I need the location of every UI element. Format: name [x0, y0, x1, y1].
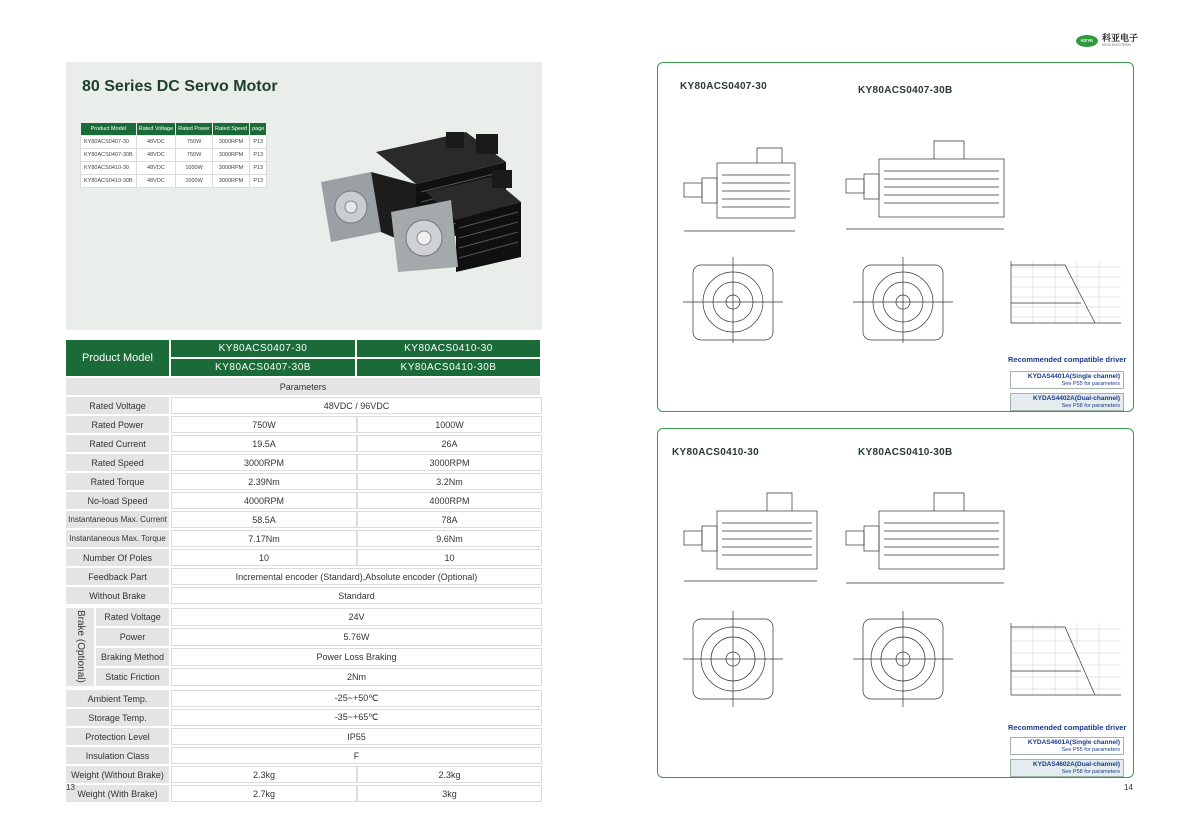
side-view-brake-drawing	[834, 473, 1014, 597]
header-cell: Rated Power	[176, 123, 213, 136]
spec-table	[66, 338, 542, 804]
row-value: -35~+65℃	[171, 709, 542, 726]
row-label: Protection Level	[66, 728, 171, 745]
table-row	[66, 492, 542, 509]
table-row	[81, 175, 267, 188]
driver-name: KYDAS4401A(Single channel)	[1027, 373, 1120, 380]
front-view-drawing	[678, 255, 788, 345]
table-row	[66, 648, 542, 666]
spec-header-row	[66, 340, 542, 357]
row-label: Insulation Class	[66, 747, 171, 764]
row-value: 4000RPM	[357, 492, 542, 509]
header-cell: Product Model	[81, 123, 137, 136]
table-header-row	[81, 123, 267, 136]
row-label: Rated Speed	[66, 454, 171, 471]
row-label: Rated Voltage	[96, 608, 171, 626]
cell: 3000RPM	[212, 175, 249, 188]
panel-title-a: KY80ACS0407-30	[680, 81, 768, 92]
row-value: 4000RPM	[171, 492, 357, 509]
row-label: Braking Method	[96, 648, 171, 666]
table-row	[66, 587, 542, 604]
row-label: Weight (With Brake)	[66, 785, 171, 802]
driver-note: See P58 for parameters	[1061, 768, 1120, 775]
table-row	[81, 136, 267, 149]
product-hero	[66, 62, 542, 330]
driver-heading: Recommended compatible driver	[1008, 723, 1127, 732]
front-view-brake-drawing	[848, 609, 958, 709]
servo-motor-image	[316, 122, 526, 272]
row-value: 2.3kg	[357, 766, 542, 783]
row-value: 10	[171, 549, 357, 566]
model-name: KY80ACS0407-30B	[171, 359, 357, 376]
row-value: F	[171, 747, 542, 764]
cell: 3000RPM	[212, 162, 249, 175]
row-value: 78A	[357, 511, 542, 528]
drawing-panel-0407	[657, 62, 1134, 412]
row-value: 2.7kg	[171, 785, 357, 802]
row-value: 3.2Nm	[357, 473, 542, 490]
row-label: Ambient Temp.	[66, 690, 171, 707]
row-value: 3000RPM	[357, 454, 542, 471]
driver-card	[1010, 371, 1124, 389]
cell: P13	[250, 162, 267, 175]
row-value: 1000W	[357, 416, 542, 433]
product-model-label: Product Model	[66, 340, 171, 376]
cell: KY80ACS0410-30	[81, 162, 137, 175]
cell: KY80ACS0407-30	[81, 136, 137, 149]
row-value: 2Nm	[171, 668, 542, 686]
cell: 1000W	[176, 162, 213, 175]
driver-heading: Recommended compatible driver	[1008, 355, 1127, 364]
cell: P13	[250, 175, 267, 188]
row-value: 750W	[171, 416, 357, 433]
row-value: -25~+50℃	[171, 690, 542, 707]
driver-note: See P55 for parameters	[1061, 380, 1120, 387]
model-summary-table	[80, 122, 267, 188]
row-label: Weight (Without Brake)	[66, 766, 171, 783]
table-row	[66, 628, 542, 646]
row-value: Incremental encoder (Standard),Absolute encoder (Optional)	[171, 568, 542, 585]
row-label: Instantaneous Max. Torque	[66, 530, 171, 547]
cell: P13	[250, 136, 267, 149]
model-name: KY80ACS0410-30	[357, 340, 542, 357]
header-cell: Rated Speed	[212, 123, 249, 136]
cell: 750W	[176, 136, 213, 149]
logo-badge: KEYA	[1076, 35, 1098, 47]
table-row	[81, 162, 267, 175]
table-row	[66, 690, 542, 707]
brake-group-label	[66, 608, 96, 686]
driver-card	[1010, 393, 1124, 411]
table-row	[66, 397, 542, 414]
table-row	[66, 416, 542, 433]
brake-group-text: Brake (Optional)	[75, 609, 86, 683]
side-view-drawing	[672, 473, 832, 593]
row-label: Storage Temp.	[66, 709, 171, 726]
table-row	[66, 530, 542, 547]
side-view-brake-drawing	[834, 119, 1014, 243]
page-title: 80 Series DC Servo Motor	[82, 78, 278, 95]
driver-card	[1010, 759, 1124, 777]
table-row	[66, 549, 542, 566]
table-row	[66, 435, 542, 452]
row-value: Power Loss Braking	[171, 648, 542, 666]
drawing-panel-0410	[657, 428, 1134, 778]
table-row	[66, 766, 542, 783]
row-value: 48VDC / 96VDC	[171, 397, 542, 414]
row-value: 9.6Nm	[357, 530, 542, 547]
side-view-drawing	[672, 123, 822, 243]
driver-card	[1010, 737, 1124, 755]
row-value: IP55	[171, 728, 542, 745]
table-row	[66, 785, 542, 802]
cell: 750W	[176, 149, 213, 162]
row-value: 24V	[171, 608, 542, 626]
table-row	[66, 568, 542, 585]
row-value: Standard	[171, 587, 542, 604]
row-value: 2.3kg	[171, 766, 357, 783]
panel-title-b: KY80ACS0410-30B	[858, 447, 953, 458]
table-row	[66, 728, 542, 745]
model-name: KY80ACS0410-30B	[357, 359, 542, 376]
row-value: 7.17Nm	[171, 530, 357, 547]
table-row	[81, 149, 267, 162]
page-number-left: 13	[66, 783, 75, 792]
table-row	[66, 747, 542, 764]
cell: 1000W	[176, 175, 213, 188]
row-label: Rated Current	[66, 435, 171, 452]
torque-speed-curve	[1003, 257, 1123, 331]
page-number-right: 14	[1124, 783, 1133, 792]
row-label: Feedback Part	[66, 568, 171, 585]
driver-name: KYDAS4601A(Single channel)	[1027, 739, 1120, 746]
table-row	[66, 668, 542, 686]
header-cell: Rated Voltage	[136, 123, 176, 136]
panel-title-a: KY80ACS0410-30	[672, 447, 760, 458]
driver-note: See P55 for parameters	[1061, 746, 1120, 753]
company-logo	[1076, 34, 1138, 47]
front-view-drawing	[678, 609, 788, 709]
row-label: Rated Voltage	[66, 397, 171, 414]
row-value: 58.5A	[171, 511, 357, 528]
row-label: Rated Torque	[66, 473, 171, 490]
row-label: Static Friction	[96, 668, 171, 686]
table-row	[66, 608, 542, 626]
row-value: 26A	[357, 435, 542, 452]
cell: 3000RPM	[212, 149, 249, 162]
parameters-row	[66, 378, 542, 395]
row-label: No-load Speed	[66, 492, 171, 509]
cell: KY80ACS0410-30B	[81, 175, 137, 188]
cell: 48VDC	[136, 136, 176, 149]
driver-note: See P58 for parameters	[1061, 402, 1120, 409]
table-row	[66, 709, 542, 726]
table-row	[66, 473, 542, 490]
row-value: 19.5A	[171, 435, 357, 452]
cell: KY80ACS0407-30B	[81, 149, 137, 162]
parameters-label: Parameters	[66, 378, 542, 395]
driver-name: KYDAS4402A(Dual-channel)	[1032, 395, 1120, 402]
row-label: Without Brake	[66, 587, 171, 604]
header-cell: page	[250, 123, 267, 136]
cell: P13	[250, 149, 267, 162]
logo-en-text: KEYA ELECTRON	[1102, 43, 1131, 47]
row-value: 5.76W	[171, 628, 542, 646]
row-label: Instantaneous Max. Current	[66, 511, 171, 528]
row-label: Number Of Poles	[66, 549, 171, 566]
cell: 3000RPM	[212, 136, 249, 149]
row-value: 3000RPM	[171, 454, 357, 471]
row-value: 3kg	[357, 785, 542, 802]
cell: 48VDC	[136, 162, 176, 175]
row-value: 10	[357, 549, 542, 566]
row-value: 2.39Nm	[171, 473, 357, 490]
row-label: Rated Power	[66, 416, 171, 433]
table-row	[66, 511, 542, 528]
front-view-brake-drawing	[848, 255, 958, 345]
logo-cn-text: 科亚电子	[1102, 33, 1139, 43]
model-name: KY80ACS0407-30	[171, 340, 357, 357]
panel-title-b: KY80ACS0407-30B	[858, 85, 953, 96]
cell: 48VDC	[136, 175, 176, 188]
driver-name: KYDAS4602A(Dual-channel)	[1032, 761, 1120, 768]
torque-speed-curve	[1003, 619, 1123, 703]
table-row	[66, 454, 542, 471]
cell: 48VDC	[136, 149, 176, 162]
row-label: Power	[96, 628, 171, 646]
